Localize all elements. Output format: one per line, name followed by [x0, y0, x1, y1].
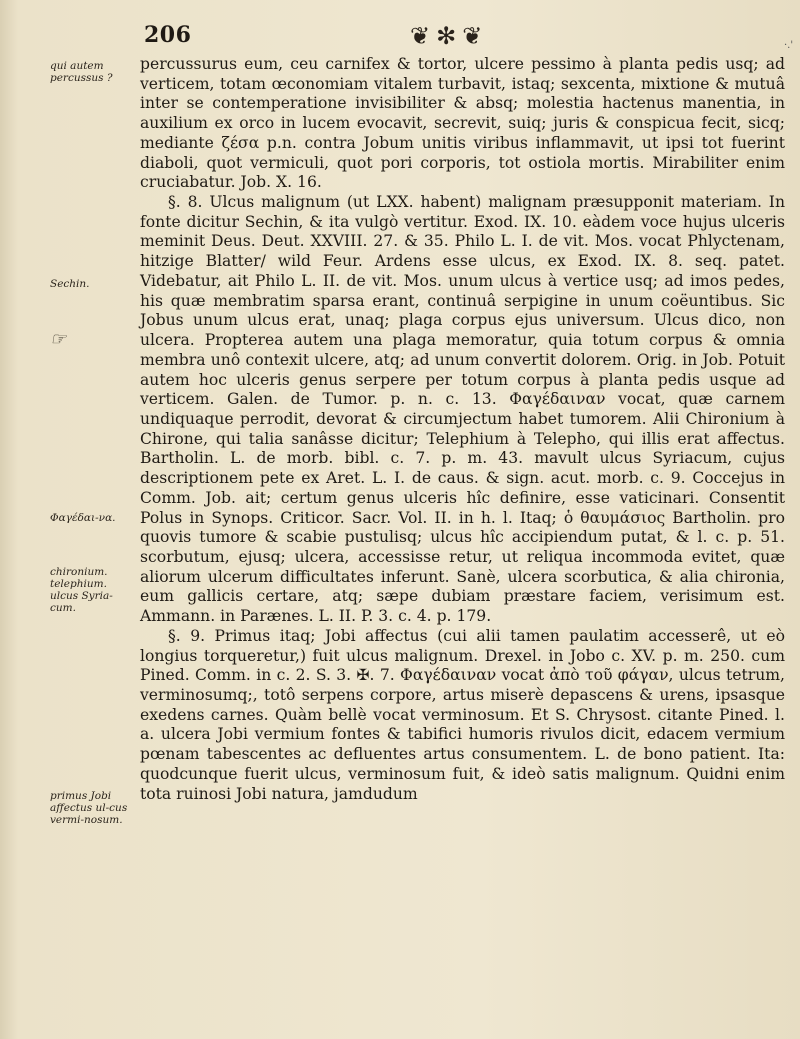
header-ornament-icon: ❦✻❦: [410, 22, 489, 50]
margin-note-sechin: Sechin.: [50, 278, 90, 290]
paragraph-1: percussurus eum, ceu carnifex & tortor, ulcere pessimo à planta pedis usq; ad verticem, totam œconomiam vitalem turbavit, istaq; sexcenta, mixtione & mutuâ inter se contemperatione invisibiliter & absq; molestia hactenus manentia, in auxilium ex orco in lucem evocavit, secrevit, suiq; juris & conspicua fecit, sicq; mediante ζέσα p.n. contra Jobum unitis viribus inflammavit, ut ipsi tot fuerint diaboli, quot vermiculi, quot pori corporis, tot ostiola mortis. Mirabiliter enim cruciabatur. Job. X. 16.: [140, 55, 785, 192]
paragraph-2: §. 8. Ulcus malignum (ut LXX. habent) malignam præsupponit materiam. In fonte dicitur Sechin, & ita vulgò vertitur. Exod. IX. 10. eàdem voce hujus ulceris meminit Deus. Deut. XXVIII. 27. & 35. Philo L. I. de vit. Mos. vocat Phlyctenam, hitzige Blatter/ wild Feur. Ardens esse ulcus, ex Exod. IX. 8. seq. patet. Videbatur, ait Philo L. II. de vit. Mos. unum ulcus à vertice usq; ad imos pedes, his quæ membratim sparsa erant, continuâ serpigine in unum coëuntibus. Sic Jobus unum ulcus erat, unaq; plaga corpus ejus universum. Ulcus dico, non ulcera. Propterea autem una plaga memoratur, quia totum corpus & omnia membra unô contexit ulcere, atq; ad unum convertit dolorem. Orig. in Job. Potuit autem hoc ulceris genus serpere per totum corpus à planta pedis usque ad verticem. Galen. de Tumor. p. n. c. 13. Φαγέδαιναν vocat, quæ carnem undiquaque perrodit, devorat & circumjectum habet tumorem. Alii Chironium à Chirone, qui talia sanâsse dicitur; Telephium à Telepho, qui illis erat affectus. Bartholin. L. de morb. bibl. c. 7. p. m. 43. mavult ulcus Syriacum, cujus descriptionem pete ex Aret. L. I. de caus. & sign. acut. morb. c. 9. Coccejus in Comm. Job. ait; certum genus ulceris hîc definire, esse vaticinari. Consentit Polus in Synops. Criticor. Sacr. Vol. II. in h. l. Itaq; ὁ θαυμάσιος Bartholin. pro quovis tumore & scabie pustulisq; ulcus hîc accipiendum putat, & l. c. p. 51. scorbutum, ejusq; ulcera, accessisse retur, ut reliqua incommoda evitet, quæ aliorum ulcerum difficultates inferunt. Sanè, ulcera scorbutica, & alia chironia, eum gallicis certare, atq; sæpe dubiam præstare faciem, verisimum est. Ammann. in Parænes. L. II. P. 3. c. 4. p. 179.: [140, 193, 785, 626]
margin-hand-icon: ☞: [50, 329, 67, 350]
margin-note-chironium: chironium. telephium. ulcus Syria-cum.: [50, 566, 113, 614]
margin-note-phagedaina: Φαγέδαι-να.: [50, 512, 116, 524]
corner-mark: ·.': [784, 40, 794, 51]
paragraph-3: §. 9. Primus itaq; Jobi affectus (cui alii tamen paulatim accesserê, ut eò longius torqueretur,) fuit ulcus malignum. Drexel. in Jobo c. XV. p. m. 250. cum Pined. Comm. in c. 2. S. 3. ✠. 7. Φαγέδαιναν vocat ἀπὸ τοῦ φάγαν, ulcus tetrum, verminosumq;, totô serpens corpore, artus miserè depascens & urens, ipsasque exedens carnes. Quàm bellè vocat verminosum. Et S. Chrysost. citante Pined. l. a. ulcera Jobi vermium fontes & tabifici humoris rivulos dicit, edacem vermium pœnam tabescentes ac defluentes artus consumentem. L. de bono patient. Ita: quodcunque fuerit ulcus, verminosum fuit, & ideò satis malignum. Quidni enim tota ruinosi Jobi natura, jamdudum: [140, 626, 785, 803]
page-number: 206: [144, 22, 192, 48]
margin-note-primus-jobi: primus Jobi affectus ul-cus vermi-nosum.: [50, 790, 128, 826]
margin-note-qui-autem: qui autem percussus ?: [50, 60, 113, 84]
main-text: [140, 55, 785, 804]
